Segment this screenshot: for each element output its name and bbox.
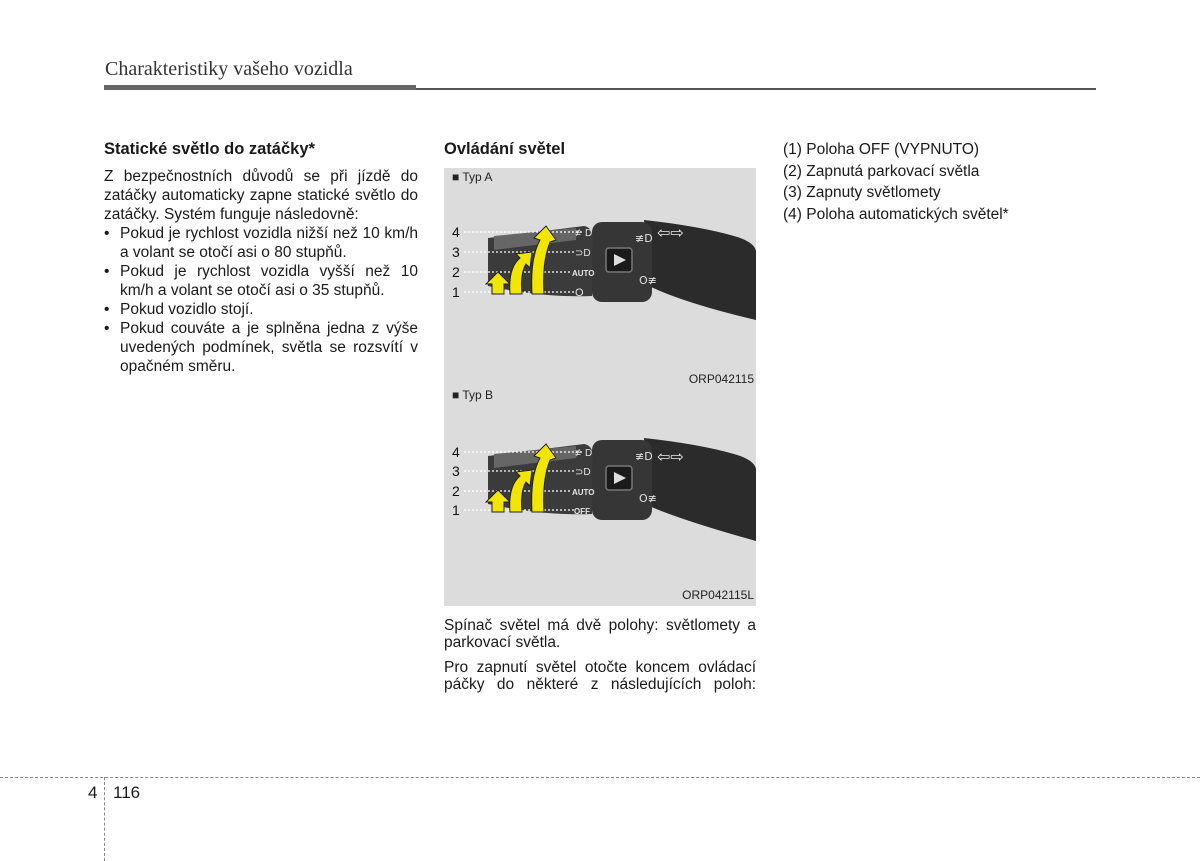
parking-light-icon: ⊃D bbox=[575, 248, 591, 259]
fog-light-icon: ≢D bbox=[635, 450, 653, 463]
legend-item: (2) Zapnutá parkovací světla bbox=[783, 162, 980, 180]
chapter-number: 4 bbox=[88, 783, 98, 802]
position-number: 1 bbox=[452, 502, 460, 518]
figure-code: ORP042115 bbox=[688, 372, 754, 386]
position-number: 2 bbox=[452, 483, 460, 499]
position-number: 4 bbox=[452, 444, 460, 460]
legend-item: (1) Poloha OFF (VYPNUTO) bbox=[783, 141, 980, 158]
rear-fog-icon: O≢ bbox=[639, 492, 657, 505]
legend-item: (4) Poloha automatických světel* bbox=[783, 205, 1009, 223]
turn-signal-arrows-icon: ⇦⇨ bbox=[657, 447, 684, 466]
switch-label: OFF bbox=[574, 507, 590, 516]
footer-divider bbox=[104, 777, 105, 861]
switch-label: AUTO bbox=[572, 488, 595, 497]
light-switch-illustration-a bbox=[444, 168, 756, 390]
list-item: • Pokud je rychlost vozidla vyšší než 10 km/h a volant se otočí asi o 35 stupňů. bbox=[104, 262, 418, 300]
headlight-icon: ≢D bbox=[575, 228, 593, 239]
position-number: 1 bbox=[452, 284, 460, 300]
footer-rule bbox=[0, 777, 1200, 778]
section-static-cornering-light bbox=[104, 140, 418, 376]
section-intro: Z bezpečnostních důvodů se při jízdě do zatáčky automaticky zapne statické světlo do zatáčky. Systém funguje následovně: bbox=[104, 168, 418, 223]
list-item: • Pokud je rychlost vozidla nižší než 10 km/h a volant se otočí asi o 80 stupňů. bbox=[104, 224, 418, 262]
position-number: 3 bbox=[452, 244, 460, 260]
paragraph: Spínač světel má dvě polohy: světlomety a parkovací světla. bbox=[444, 617, 756, 651]
section-light-control bbox=[444, 140, 756, 167]
header-rule-thick bbox=[104, 85, 416, 90]
position-number: 4 bbox=[452, 224, 460, 240]
position-legend bbox=[783, 139, 1009, 225]
figure-label: ■ Typ A bbox=[452, 170, 493, 184]
switch-label: AUTO bbox=[572, 269, 595, 278]
condition-list bbox=[104, 224, 418, 376]
light-control-text bbox=[444, 617, 756, 701]
rear-fog-icon: O≢ bbox=[639, 274, 657, 287]
position-number: 3 bbox=[452, 463, 460, 479]
parking-light-icon: ⊃D bbox=[575, 467, 591, 478]
section-heading: Statické světlo do zatáčky* bbox=[104, 140, 315, 158]
header-rule-thin bbox=[416, 88, 1096, 90]
section-heading: Ovládání světel bbox=[444, 140, 566, 158]
paragraph: Pro zapnutí světel otočte koncem ovládací páčky do některé z následujících poloh: bbox=[444, 659, 756, 693]
figure-label: ■ Typ B bbox=[452, 388, 494, 402]
light-switch-illustration-b bbox=[444, 386, 756, 606]
list-item: • Pokud couváte a je splněna jedna z výše uvedených podmínek, světla se rozsvítí v opačném směru. bbox=[104, 319, 418, 376]
list-item: • Pokud vozidlo stojí. bbox=[104, 300, 418, 319]
page-header-title: Charakteristiky vašeho vozidla bbox=[105, 58, 353, 80]
position-number: 2 bbox=[452, 264, 460, 280]
figure-code: ORP042115L bbox=[682, 588, 754, 602]
switch-label: O bbox=[575, 287, 584, 299]
legend-item: (3) Zapnuty světlomety bbox=[783, 184, 941, 201]
page-number: 116 bbox=[113, 783, 141, 802]
figure-type-b bbox=[444, 386, 756, 606]
headlight-icon: ≢D bbox=[575, 448, 593, 459]
figure-type-a bbox=[444, 168, 756, 390]
fog-light-icon: ≢D bbox=[635, 232, 653, 245]
turn-signal-arrows-icon: ⇦⇨ bbox=[657, 223, 684, 242]
